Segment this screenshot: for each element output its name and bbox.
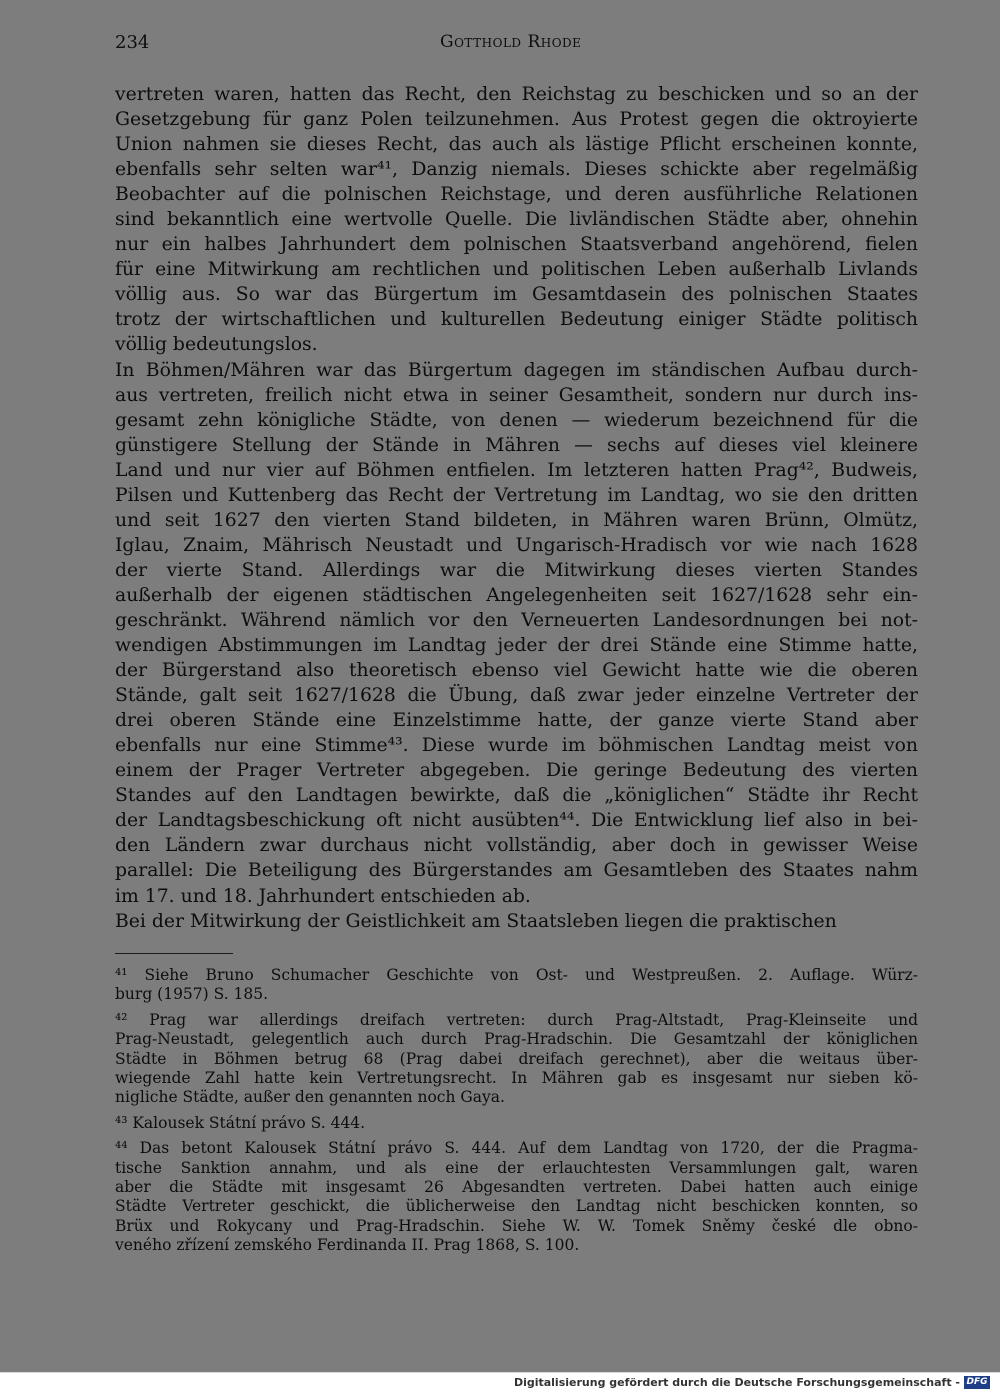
text-line: Iglau, Znaim, Mährisch Neustadt und Ungarisch-Hradisch vor wie nach 1628 bbox=[115, 534, 918, 556]
footnote-line: aber die Städte mit insgesamt 26 Abgesandten vertreten. Dabei hatten auch einige bbox=[115, 1177, 918, 1196]
text-line: sind bekanntlich eine wertvolle Quelle. Die livländischen Städte aber, ohnehin bbox=[115, 209, 918, 231]
text-line: Land und nur vier auf Böhmen entfielen. Im letzteren hatten Prag⁴², Budweis, bbox=[115, 459, 918, 481]
footnote bbox=[115, 1114, 918, 1133]
footnote-line: wiegende Zahl hatte kein Vertretungsrecht. In Mähren gab es insgesamt nur sieben kö- bbox=[115, 1068, 918, 1087]
text-line: Beobachter auf die polnischen Reichstage, und deren ausführliche Relationen bbox=[115, 184, 918, 206]
page-number: 234 bbox=[115, 32, 150, 53]
text-line: und seit 1627 den vierten Stand bildeten, in Mähren waren Brünn, Olmütz, bbox=[115, 509, 918, 531]
text-line: drei oberen Stände eine Einzelstimme hatte, der ganze vierte Stand aber bbox=[115, 710, 918, 732]
dfg-logo: DFG bbox=[964, 1376, 990, 1389]
text-line: nur ein halbes Jahrhundert dem polnischen Staatsverband angehörend, fielen bbox=[115, 234, 918, 256]
text-line: der Bürgerstand also theoretisch ebenso viel Gewicht hatte wie die oberen bbox=[115, 660, 918, 682]
footnotes bbox=[115, 966, 918, 1255]
text-line: völlig bedeutungslos. bbox=[115, 334, 318, 356]
text-line: Stände, galt seit 1627/1628 die Übung, daß zwar jeder einzelne Vertreter der bbox=[115, 685, 918, 707]
text-line: wendigen Abstimmungen im Landtag jeder der drei Stände eine Stimme hatte, bbox=[115, 635, 918, 657]
footnote-separator bbox=[115, 953, 233, 954]
text-line: gesamt zehn königliche Städte, von denen — wiederum bezeichnend für die bbox=[115, 409, 918, 431]
text-line: für eine Mitwirkung am rechtlichen und politischen Leben außerhalb Livlands bbox=[115, 259, 918, 281]
text-line: Union nahmen sie dieses Recht, das auch als lästige Pflicht erscheinen konnte, bbox=[115, 134, 918, 156]
text-line: Bei der Mitwirkung der Geistlichkeit am Staatsleben liegen die praktischen bbox=[115, 910, 837, 932]
page-header bbox=[115, 32, 918, 56]
footnote-line: Städte in Böhmen betrug 68 (Prag dabei dreifach gerechnet), aber die weitaus über- bbox=[115, 1049, 918, 1068]
footnote-line: Prag-Neustadt, gelegentlich auch durch Prag-Hradschin. Die Gesamtzahl der königlichen bbox=[115, 1030, 918, 1049]
text-line: In Böhmen/Mähren war das Bürgertum dagegen im ständischen Aufbau durch- bbox=[115, 359, 918, 381]
text-line: ebenfalls nur eine Stimme⁴³. Diese wurde im böhmischen Landtag meist von bbox=[115, 735, 918, 757]
digitization-footer bbox=[0, 1372, 1000, 1393]
text-line: trotz der wirtschaftlichen und kulturellen Bedeutung einiger Städte politisch bbox=[115, 309, 918, 331]
footer-credit: Digitalisierung gefördert durch die Deutsche Forschungsgemeinschaft - bbox=[513, 1376, 960, 1389]
footnote-line: veného zřízení zemského Ferdinanda II. Prag 1868, S. 100. bbox=[115, 1236, 580, 1255]
footnote bbox=[115, 966, 918, 1005]
text-line: völlig aus. So war das Bürgertum im Gesamtdasein des polnischen Staates bbox=[115, 284, 918, 306]
text-line: vertreten waren, hatten das Recht, den Reichstag zu beschicken und so an der bbox=[115, 84, 918, 105]
text-line: einem der Prager Vertreter abgegeben. Die geringe Bedeutung des vierten bbox=[115, 760, 918, 782]
text-line: der vierte Stand. Allerdings war die Mitwirkung dieses vierten Standes bbox=[115, 559, 918, 581]
footnote-line: Brüx und Rokycany und Prag-Hradschin. Siehe W. W. Tomek Sněmy české dle obno- bbox=[115, 1216, 918, 1235]
text-line: günstigere Stellung der Stände in Mähren — sechs auf dieses viel kleinere bbox=[115, 434, 918, 456]
text-line: den Ländern zwar durchaus nicht vollständig, aber doch in gewisser Weise bbox=[115, 835, 918, 857]
text-line: geschränkt. Während nämlich vor den Verneuerten Landesordnungen bei not- bbox=[115, 609, 918, 631]
text-line: Gesetzgebung für ganz Polen teilzunehmen. Aus Protest gegen die oktroyierte bbox=[115, 109, 918, 131]
footnote bbox=[115, 1011, 918, 1108]
footnote-line: nigliche Städte, außer den genannten noch Gaya. bbox=[115, 1088, 505, 1107]
footnote-line: ⁴¹ Siehe Bruno Schumacher Geschichte von Ost- und Westpreußen. 2. Auflage. Würz- bbox=[115, 966, 918, 984]
text-line: parallel: Die Beteiligung des Bürgerstandes am Gesamtleben des Staates nahm bbox=[115, 860, 918, 882]
text-line: Pilsen und Kuttenberg das Recht der Vertretung im Landtag, wo sie den dritten bbox=[115, 484, 918, 506]
text-line: im 17. und 18. Jahrhundert entschieden ab. bbox=[115, 885, 531, 907]
text-line: der Landtagsbeschickung oft nicht ausübten⁴⁴. Die Entwicklung lief also in bei- bbox=[115, 810, 918, 832]
footnote-line: ⁴² Prag war allerdings dreifach vertreten: durch Prag-Altstadt, Prag-Kleinseite und bbox=[115, 1010, 918, 1029]
text-line: Standes auf den Landtagen bewirkte, daß die „königlichen“ Städte ihr Recht bbox=[115, 785, 918, 807]
footnote-line: tische Sanktion annahm, und als eine der erlauchtesten Versammlungen galt, waren bbox=[115, 1158, 918, 1177]
running-head: Gotthold Rhode bbox=[440, 32, 582, 52]
text-line: außerhalb der eigenen städtischen Angelegenheiten seit 1627/1628 sehr ein- bbox=[115, 584, 918, 606]
footnote-line: ⁴⁴ Das betont Kalousek Státní právo S. 444. Auf dem Landtag von 1720, der die Pragma- bbox=[115, 1139, 918, 1158]
footnote bbox=[115, 1139, 918, 1255]
footnote-line: Städte Vertreter geschickt, die üblicherweise den Landtag nicht beschicken konnten, so bbox=[115, 1197, 918, 1216]
footnote-line: ⁴³ Kalousek Státní právo S. 444. bbox=[115, 1113, 366, 1132]
text-line: aus vertreten, freilich nicht etwa in seiner Gesamtheit, sondern nur durch ins- bbox=[115, 384, 918, 406]
body-text bbox=[115, 82, 918, 934]
footnote-line: burg (1957) S. 185. bbox=[115, 985, 269, 1004]
text-line: ebenfalls sehr selten war⁴¹, Danzig niemals. Dieses schickte aber regelmäßig bbox=[115, 159, 918, 181]
